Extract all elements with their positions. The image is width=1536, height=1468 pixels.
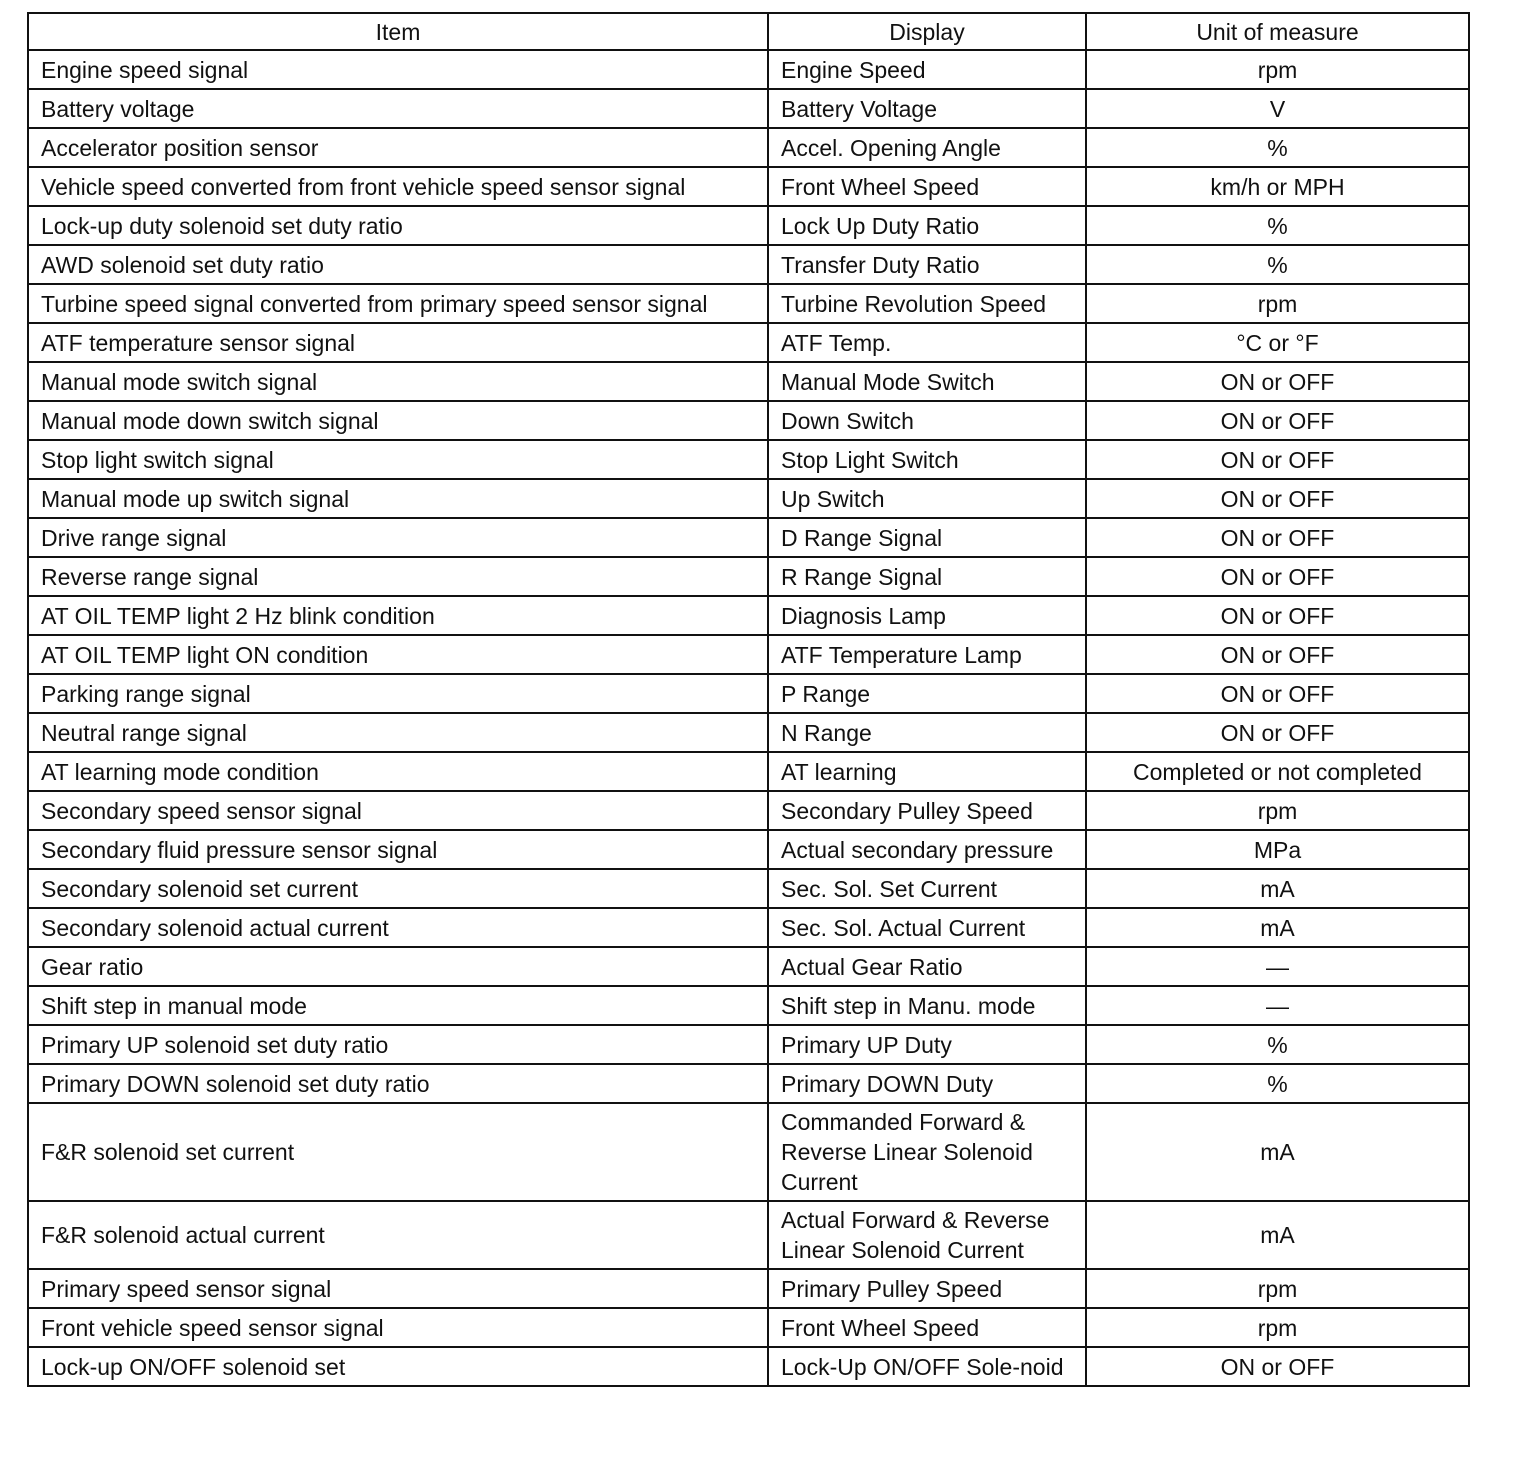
- cell-unit: rpm: [1086, 1308, 1469, 1347]
- table-row: [28, 323, 1469, 362]
- cell-display: Sec. Sol. Set Current: [768, 869, 1086, 908]
- cell-display: Actual Gear Ratio: [768, 947, 1086, 986]
- cell-item: F&R solenoid set current: [28, 1103, 768, 1201]
- table-row: [28, 908, 1469, 947]
- cell-unit: ON or OFF: [1086, 479, 1469, 518]
- cell-display: AT learning: [768, 752, 1086, 791]
- cell-display: Lock-Up ON/OFF Sole-noid: [768, 1347, 1086, 1386]
- cell-unit: ON or OFF: [1086, 635, 1469, 674]
- table-row: [28, 50, 1469, 89]
- cell-item: Vehicle speed converted from front vehicle speed sensor signal: [28, 167, 768, 206]
- cell-unit: —: [1086, 986, 1469, 1025]
- table-row: [28, 89, 1469, 128]
- cell-unit: ON or OFF: [1086, 401, 1469, 440]
- table-row: [28, 1347, 1469, 1386]
- cell-display: Secondary Pulley Speed: [768, 791, 1086, 830]
- table-row: [28, 1025, 1469, 1064]
- cell-display: R Range Signal: [768, 557, 1086, 596]
- cell-item: Parking range signal: [28, 674, 768, 713]
- cell-unit: —: [1086, 947, 1469, 986]
- cell-display: Actual Forward & Reverse Linear Solenoid Current: [768, 1201, 1086, 1269]
- table-row: [28, 1201, 1469, 1269]
- cell-display: ATF Temp.: [768, 323, 1086, 362]
- cell-unit: %: [1086, 1025, 1469, 1064]
- table-row: [28, 986, 1469, 1025]
- cell-display: Diagnosis Lamp: [768, 596, 1086, 635]
- table-row: [28, 128, 1469, 167]
- cell-item: Reverse range signal: [28, 557, 768, 596]
- cell-unit: ON or OFF: [1086, 557, 1469, 596]
- cell-unit: rpm: [1086, 791, 1469, 830]
- header-row: [28, 13, 1469, 50]
- cell-unit: ON or OFF: [1086, 440, 1469, 479]
- table-header: [28, 13, 1469, 50]
- cell-unit: ON or OFF: [1086, 674, 1469, 713]
- cell-display: N Range: [768, 713, 1086, 752]
- cell-display: Down Switch: [768, 401, 1086, 440]
- cell-display: Primary Pulley Speed: [768, 1269, 1086, 1308]
- cell-item: F&R solenoid actual current: [28, 1201, 768, 1269]
- cell-display: P Range: [768, 674, 1086, 713]
- cell-display: Sec. Sol. Actual Current: [768, 908, 1086, 947]
- cell-unit: rpm: [1086, 284, 1469, 323]
- cell-unit: %: [1086, 128, 1469, 167]
- cell-unit: ON or OFF: [1086, 596, 1469, 635]
- cell-item: AT OIL TEMP light ON condition: [28, 635, 768, 674]
- cell-display: Accel. Opening Angle: [768, 128, 1086, 167]
- cell-item: Shift step in manual mode: [28, 986, 768, 1025]
- table-row: [28, 713, 1469, 752]
- table-row: [28, 440, 1469, 479]
- cell-display: D Range Signal: [768, 518, 1086, 557]
- cell-display: Stop Light Switch: [768, 440, 1086, 479]
- cell-item: Lock-up duty solenoid set duty ratio: [28, 206, 768, 245]
- cell-display: Commanded Forward & Reverse Linear Solenoid Current: [768, 1103, 1086, 1201]
- cell-item: Stop light switch signal: [28, 440, 768, 479]
- table-row: [28, 401, 1469, 440]
- cell-display: Front Wheel Speed: [768, 167, 1086, 206]
- cell-unit: MPa: [1086, 830, 1469, 869]
- header-item: Item: [28, 13, 768, 50]
- table-body: [28, 50, 1469, 1386]
- cell-unit: rpm: [1086, 1269, 1469, 1308]
- cell-unit: mA: [1086, 869, 1469, 908]
- cell-item: AT OIL TEMP light 2 Hz blink condition: [28, 596, 768, 635]
- cell-unit: Completed or not completed: [1086, 752, 1469, 791]
- table-row: [28, 479, 1469, 518]
- cell-display: ATF Temperature Lamp: [768, 635, 1086, 674]
- cell-unit: °C or °F: [1086, 323, 1469, 362]
- cell-item: Manual mode switch signal: [28, 362, 768, 401]
- table-row: [28, 947, 1469, 986]
- cell-display: Battery Voltage: [768, 89, 1086, 128]
- cell-item: Secondary solenoid actual current: [28, 908, 768, 947]
- table-row: [28, 245, 1469, 284]
- cell-item: Drive range signal: [28, 518, 768, 557]
- cell-item: Turbine speed signal converted from primary speed sensor signal: [28, 284, 768, 323]
- table-row: [28, 635, 1469, 674]
- cell-unit: %: [1086, 206, 1469, 245]
- cell-unit: rpm: [1086, 50, 1469, 89]
- cell-item: Lock-up ON/OFF solenoid set: [28, 1347, 768, 1386]
- cell-item: Manual mode up switch signal: [28, 479, 768, 518]
- cell-item: Manual mode down switch signal: [28, 401, 768, 440]
- cell-display: Shift step in Manu. mode: [768, 986, 1086, 1025]
- cell-display: Front Wheel Speed: [768, 1308, 1086, 1347]
- table-row: [28, 1064, 1469, 1103]
- header-unit: Unit of measure: [1086, 13, 1469, 50]
- cell-item: Neutral range signal: [28, 713, 768, 752]
- data-table: [27, 12, 1470, 1387]
- table-row: [28, 167, 1469, 206]
- cell-item: ATF temperature sensor signal: [28, 323, 768, 362]
- header-display: Display: [768, 13, 1086, 50]
- cell-item: Secondary solenoid set current: [28, 869, 768, 908]
- cell-unit: km/h or MPH: [1086, 167, 1469, 206]
- table-row: [28, 362, 1469, 401]
- cell-item: Primary UP solenoid set duty ratio: [28, 1025, 768, 1064]
- table-row: [28, 596, 1469, 635]
- cell-unit: V: [1086, 89, 1469, 128]
- cell-display: Primary DOWN Duty: [768, 1064, 1086, 1103]
- cell-item: Secondary speed sensor signal: [28, 791, 768, 830]
- table-row: [28, 1269, 1469, 1308]
- cell-unit: %: [1086, 1064, 1469, 1103]
- cell-unit: mA: [1086, 908, 1469, 947]
- cell-display: Transfer Duty Ratio: [768, 245, 1086, 284]
- cell-unit: mA: [1086, 1103, 1469, 1201]
- table-row: [28, 206, 1469, 245]
- table-row: [28, 830, 1469, 869]
- cell-unit: ON or OFF: [1086, 518, 1469, 557]
- cell-unit: ON or OFF: [1086, 713, 1469, 752]
- table-row: [28, 674, 1469, 713]
- cell-display: Lock Up Duty Ratio: [768, 206, 1086, 245]
- cell-display: Turbine Revolution Speed: [768, 284, 1086, 323]
- cell-item: Secondary fluid pressure sensor signal: [28, 830, 768, 869]
- cell-unit: ON or OFF: [1086, 1347, 1469, 1386]
- cell-display: Engine Speed: [768, 50, 1086, 89]
- cell-unit: %: [1086, 245, 1469, 284]
- cell-unit: mA: [1086, 1201, 1469, 1269]
- cell-item: Primary DOWN solenoid set duty ratio: [28, 1064, 768, 1103]
- cell-display: Up Switch: [768, 479, 1086, 518]
- table-row: [28, 752, 1469, 791]
- cell-item: Accelerator position sensor: [28, 128, 768, 167]
- table-row: [28, 518, 1469, 557]
- table-row: [28, 869, 1469, 908]
- table-row: [28, 284, 1469, 323]
- table-row: [28, 557, 1469, 596]
- table-row: [28, 1103, 1469, 1201]
- cell-item: Primary speed sensor signal: [28, 1269, 768, 1308]
- cell-display: Primary UP Duty: [768, 1025, 1086, 1064]
- cell-display: Manual Mode Switch: [768, 362, 1086, 401]
- cell-display: Actual secondary pressure: [768, 830, 1086, 869]
- cell-item: Engine speed signal: [28, 50, 768, 89]
- cell-item: Battery voltage: [28, 89, 768, 128]
- cell-unit: ON or OFF: [1086, 362, 1469, 401]
- cell-item: Gear ratio: [28, 947, 768, 986]
- table-row: [28, 1308, 1469, 1347]
- cell-item: Front vehicle speed sensor signal: [28, 1308, 768, 1347]
- table-row: [28, 791, 1469, 830]
- cell-item: AT learning mode condition: [28, 752, 768, 791]
- cell-item: AWD solenoid set duty ratio: [28, 245, 768, 284]
